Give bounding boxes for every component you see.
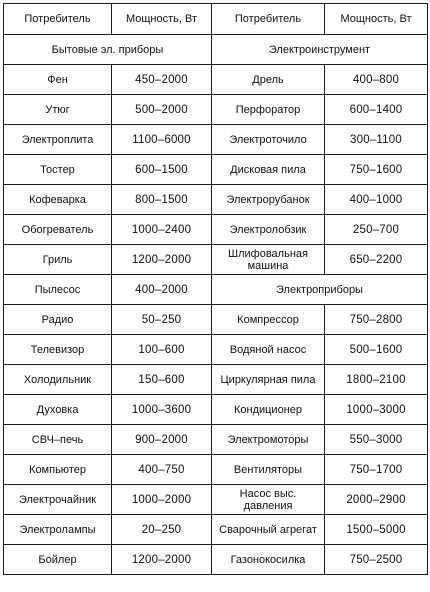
power-value: 750–2800 — [325, 305, 428, 335]
power-value: 150–600 — [112, 365, 212, 395]
section-title-appliances: Электроприборы — [212, 275, 428, 305]
consumer-name: Дрель — [212, 65, 325, 95]
power-value: 650–2200 — [325, 245, 428, 275]
consumer-name: Фен — [4, 65, 112, 95]
power-value: 750–2500 — [325, 545, 428, 575]
consumer-name: Электрочайник — [4, 485, 112, 515]
consumer-name: Компьютер — [4, 455, 112, 485]
power-value: 1200–2000 — [112, 545, 212, 575]
power-value: 50–250 — [112, 305, 212, 335]
table-row — [4, 95, 428, 125]
power-value: 2000–2900 — [325, 485, 428, 515]
consumer-name: Холодильник — [4, 365, 112, 395]
power-value: 550–3000 — [325, 425, 428, 455]
consumer-name: Бойлер — [4, 545, 112, 575]
table-row — [4, 335, 428, 365]
power-value: 100–600 — [112, 335, 212, 365]
consumer-name: Электроточило — [212, 125, 325, 155]
consumer-name: Циркулярная пила — [212, 365, 325, 395]
table-row — [4, 185, 428, 215]
power-value: 400–1000 — [325, 185, 428, 215]
table-row — [4, 455, 428, 485]
table-row — [4, 515, 428, 545]
consumer-name: Водяной насос — [212, 335, 325, 365]
power-value: 750–1600 — [325, 155, 428, 185]
consumer-name: Шлифовальная машина — [212, 245, 325, 275]
table-row — [4, 485, 428, 515]
power-value: 500–1600 — [325, 335, 428, 365]
section-title-household: Бытовые эл. приборы — [4, 35, 212, 65]
power-value: 300–1100 — [325, 125, 428, 155]
consumer-name: Дисковая пила — [212, 155, 325, 185]
power-value: 1100–6000 — [112, 125, 212, 155]
consumer-name: Кофеварка — [4, 185, 112, 215]
consumer-name: Компрессор — [212, 305, 325, 335]
table-row — [4, 65, 428, 95]
power-value: 1800–2100 — [325, 365, 428, 395]
power-value: 500–2000 — [112, 95, 212, 125]
power-value: 900–2000 — [112, 425, 212, 455]
consumer-name: Гриль — [4, 245, 112, 275]
consumer-name: Электрорубанок — [212, 185, 325, 215]
table-row — [4, 245, 428, 275]
consumer-name: Перфоратор — [212, 95, 325, 125]
consumer-name: Электролобзик — [212, 215, 325, 245]
table-row — [4, 425, 428, 455]
power-value: 1500–5000 — [325, 515, 428, 545]
power-value: 1000–2000 — [112, 485, 212, 515]
power-value: 600–1400 — [325, 95, 428, 125]
header-power-right: Мощность, Вт — [325, 4, 428, 35]
consumer-name: Утюг — [4, 95, 112, 125]
power-value: 450–2000 — [112, 65, 212, 95]
table-header-row — [4, 4, 428, 35]
consumer-name: Электромоторы — [212, 425, 325, 455]
consumer-name: Радио — [4, 305, 112, 335]
table-row — [4, 215, 428, 245]
power-value: 1000–3600 — [112, 395, 212, 425]
consumer-name: Электролампы — [4, 515, 112, 545]
header-consumer-left: Потребитель — [4, 4, 112, 35]
header-consumer-right: Потребитель — [212, 4, 325, 35]
power-value: 400–800 — [325, 65, 428, 95]
table-row — [4, 545, 428, 575]
consumer-name: Телевизор — [4, 335, 112, 365]
consumer-name: Сварочный агрегат — [212, 515, 325, 545]
power-value: 400–2000 — [112, 275, 212, 305]
power-consumption-table — [3, 3, 428, 575]
power-value: 750–1700 — [325, 455, 428, 485]
header-power-left: Мощность, Вт — [112, 4, 212, 35]
consumer-name: Кондиционер — [212, 395, 325, 425]
power-value: 800–1500 — [112, 185, 212, 215]
power-value: 400–750 — [112, 455, 212, 485]
section-row — [4, 35, 428, 65]
power-value: 250–700 — [325, 215, 428, 245]
consumer-name: СВЧ–печь — [4, 425, 112, 455]
table-row — [4, 275, 428, 305]
table-row — [4, 125, 428, 155]
power-value: 1200–2000 — [112, 245, 212, 275]
section-title-power-tools: Электроинструмент — [212, 35, 428, 65]
consumer-name: Обогреватель — [4, 215, 112, 245]
consumer-name: Газонокосилка — [212, 545, 325, 575]
power-table-container — [3, 3, 428, 575]
table-row — [4, 305, 428, 335]
consumer-name: Электроплита — [4, 125, 112, 155]
consumer-name: Вентиляторы — [212, 455, 325, 485]
table-row — [4, 155, 428, 185]
power-value: 600–1500 — [112, 155, 212, 185]
consumer-name: Духовка — [4, 395, 112, 425]
consumer-name: Насос выс. давления — [212, 485, 325, 515]
consumer-name: Тостер — [4, 155, 112, 185]
table-row — [4, 395, 428, 425]
power-value: 1000–3000 — [325, 395, 428, 425]
consumer-name: Пылесос — [4, 275, 112, 305]
table-row — [4, 365, 428, 395]
power-value: 20–250 — [112, 515, 212, 545]
power-value: 1000–2400 — [112, 215, 212, 245]
